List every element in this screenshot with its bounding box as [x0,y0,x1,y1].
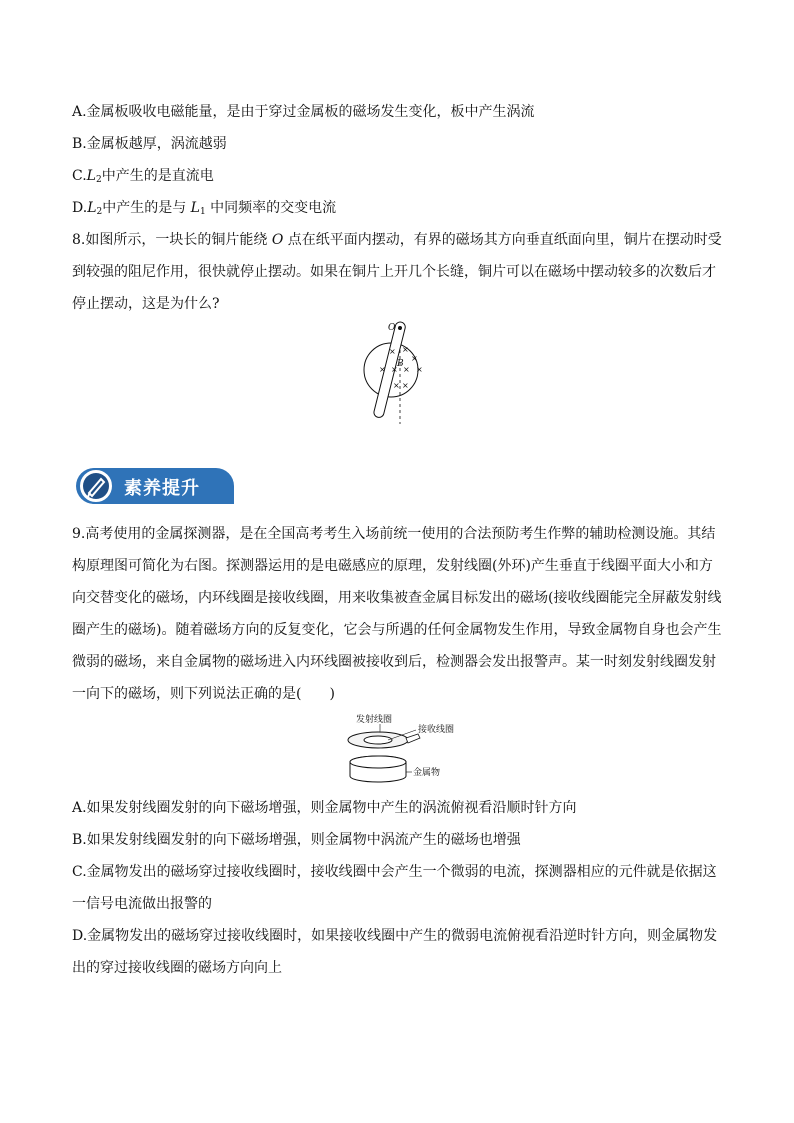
q8-line-1-post: 点在纸平面内摆动，有界的磁场其方向垂直纸面向里，铜片在摆动时受 [283,232,722,248]
metal-object-label: 金属物 [413,768,441,778]
q7-option-d-text: 中同频率的交变电流 [205,200,337,216]
q7-option-c-var: L [86,168,96,184]
q8-line-1-pre: 8.如图所示，一块长的铜片能绕 [72,232,272,248]
section-title: 素养提升 [124,478,200,499]
q8-line-2: 到较强的阻尼作用，很快就停止摆动。如果在铜片上开几个长缝，铜片可以在磁场中摆动较多的次数后才 [72,264,716,280]
svg-text:×: × [402,381,409,390]
detector-handle [406,734,420,743]
q9-option-b: B.如果发射线圈发射的向下磁场增强，则金属物中涡流产生的磁场也增强 [72,832,521,848]
q9-line-3: 向交替变化的磁场，内环线圈是接收线圈，用来收集被查金属目标发出的磁场(接收线圈能完全屏蔽发射线 [72,590,722,606]
q9-line-5: 微弱的磁场，来自金属物的磁场进入内环线圈被接收到后，检测器会发出报警声。某一时刻发射线圈发射 [72,654,716,670]
q7-option-d-sub1: 2 [96,207,103,217]
q8-line-3: 停止摆动，这是为什么? [72,296,220,312]
transmitter-coil-label: 发射线圈 [356,715,393,725]
point-o-label: O [388,323,396,333]
q7-option-d-var1: L [87,200,97,216]
q9-line-1: 9.高考使用的金属探测器，是在全国高考考生入场前统一使用的合法预防考生作弊的辅助检测设施。其结 [72,526,716,542]
field-b-label: B [397,359,404,369]
q8-copper-strip-figure [355,318,445,430]
q7-option-b: B.金属板越厚，涡流越弱 [72,136,227,152]
q9-line-2: 构原理图可简化为右图。探测器运用的是电磁感应的原理，发射线圈(外环)产生垂直于线圈平面大小和方 [72,558,713,574]
q7-option-d-mid: 中产生的是与 [102,200,191,216]
q9-option-c-line-1: C.金属物发出的磁场穿过接收线圈时，接收线圈中会产生一个微弱的电流，探测器相应的元件就是依据这 [72,864,717,880]
q9-option-a: A.如果发射线圈发射的向下磁场增强，则金属物中产生的涡流俯视看沿顺时针方向 [72,800,577,816]
q7-option-d [72,198,336,222]
q7-option-c-sub: 2 [95,175,102,185]
copper-strip [373,321,406,419]
svg-text:×: × [416,365,423,374]
q9-line-6: 一向下的磁场，则下列说法正确的是( ) [72,686,335,702]
q9-metal-detector-figure [340,710,460,788]
q8-line-1 [72,230,722,250]
q8-line-1-var: O [271,232,284,248]
svg-text:×: × [402,345,409,354]
q7-option-d-sub2: 1 [199,207,206,217]
q7-option-c [72,166,214,190]
svg-text:×: × [391,365,398,374]
svg-text:×: × [403,365,410,374]
q7-option-c-text: 中产生的是直流电 [101,168,214,184]
q7-option-c-prefix: C. [72,168,87,184]
svg-text:×: × [389,347,396,356]
q9-option-c-line-2: 一信号电流做出报警的 [72,896,212,912]
q9-option-d-line-1: D.金属物发出的磁场穿过接收线圈时，如果接收线圈中产生的微弱电流俯视看沿逆时针方向，则金属物发 [72,928,718,944]
q7-option-d-prefix: D. [72,200,88,216]
svg-text:×: × [393,381,400,390]
svg-text:×: × [411,354,418,363]
q7-option-a: A.金属板吸收电磁能量，是由于穿过金属板的磁场发生变化，板中产生涡流 [72,104,535,120]
receiver-coil-label: 接收线圈 [418,725,455,735]
q9-line-4: 圈产生的磁场)。随着磁场方向的反复变化，它会与所遇的任何金属物发生作用，导致金属物自身也会产生 [72,622,722,638]
q9-option-d-line-2: 出的穿过接收线圈的磁场方向向上 [72,960,282,976]
svg-text:×: × [379,365,386,374]
receiver-coil [364,736,392,744]
q7-option-d-var2: L [190,200,200,216]
